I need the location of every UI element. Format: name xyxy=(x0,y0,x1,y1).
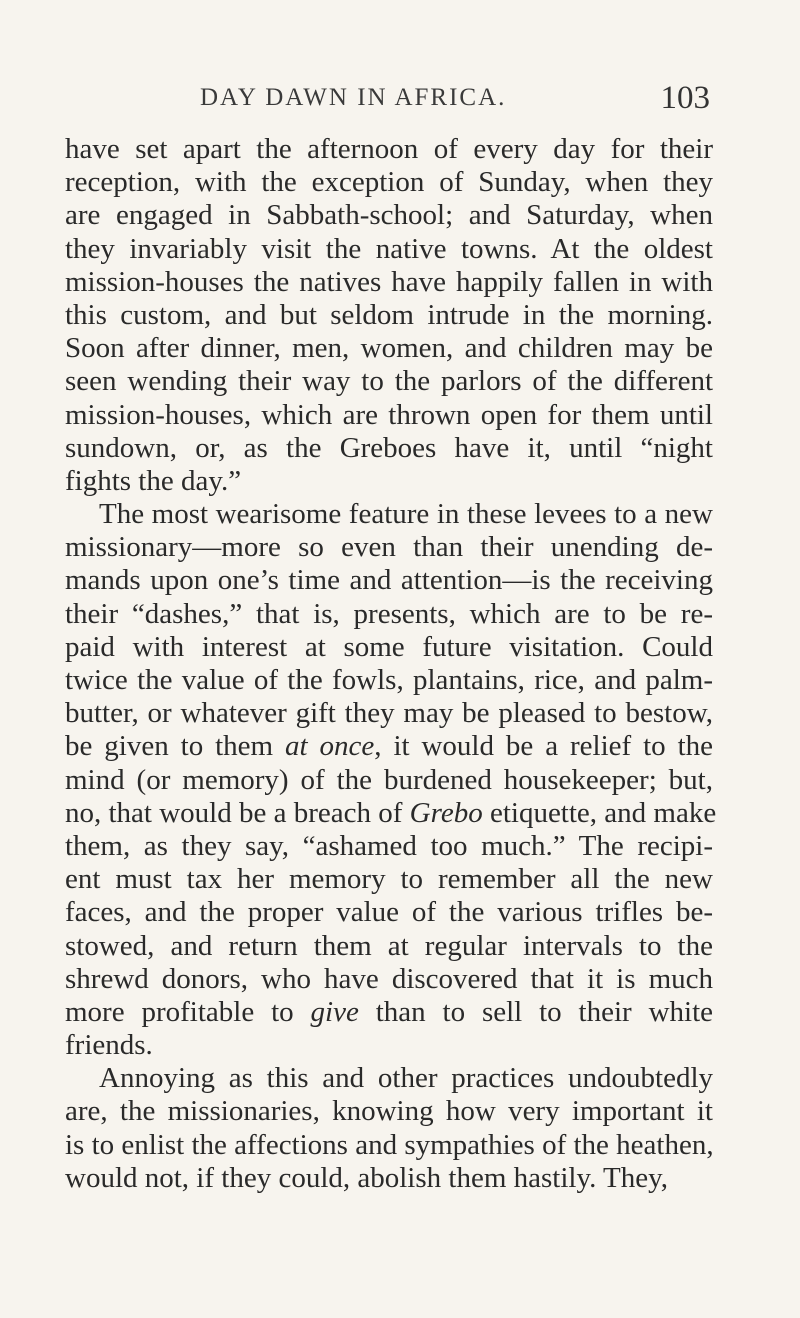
text-run: The most wearisome feature in these levees to a new xyxy=(99,498,713,531)
text-run: are, the missionaries, knowing how very important it xyxy=(65,1095,713,1128)
text-run: fights the day.” xyxy=(65,464,242,497)
text-run: mands upon one’s time and attention—is the receiving xyxy=(65,564,713,597)
text-line xyxy=(65,299,713,332)
running-title: DAY DAWN IN AFRICA. xyxy=(200,84,507,111)
text-run: this custom, and but seldom intrude in the morning. xyxy=(65,298,713,331)
page-number: 103 xyxy=(660,80,710,116)
text-line xyxy=(65,332,713,365)
text-run: shrewd donors, who have discovered that it is much xyxy=(65,962,713,995)
text-line xyxy=(65,1029,713,1062)
text-run: mind (or memory) of the burdened housekeeper; but, xyxy=(65,763,713,796)
text-line xyxy=(65,598,713,631)
text-run: paid with interest at some future visitation. Could xyxy=(65,630,713,663)
text-line xyxy=(65,896,713,929)
text-line xyxy=(65,996,713,1029)
text-line xyxy=(65,930,713,963)
text-run: would not, if they could, abolish them hastily. They, xyxy=(65,1161,669,1194)
text-line xyxy=(65,1129,713,1162)
text-line xyxy=(65,1095,713,1128)
paragraph xyxy=(65,133,713,498)
italic-text: at once xyxy=(285,730,375,763)
text-line xyxy=(65,166,713,199)
text-run: seen wending their way to the parlors of the different xyxy=(65,365,713,398)
text-line xyxy=(65,564,713,597)
text-run: faces, and the proper value of the various trifles be- xyxy=(65,896,713,929)
text-line xyxy=(65,796,717,830)
text-line xyxy=(65,963,713,996)
text-line xyxy=(65,1062,713,1095)
paragraph xyxy=(65,498,717,1062)
text-line xyxy=(65,266,713,299)
text-run: their “dashes,” that is, presents, which are to be re- xyxy=(65,597,713,630)
text-line xyxy=(65,399,713,432)
text-line xyxy=(65,730,713,763)
text-run: than to sell to their white xyxy=(358,995,713,1028)
text-line xyxy=(65,664,713,697)
text-run: Annoying as this and other practices undoubtedly xyxy=(99,1062,713,1095)
text-run: them, as they say, “ashamed too much.” The recipi- xyxy=(65,829,713,862)
text-run: missionary—more so even than their unending de- xyxy=(65,531,713,564)
text-line xyxy=(65,365,713,398)
text-line xyxy=(65,133,713,166)
text-run: no, that would be a breach of xyxy=(65,796,410,829)
text-run: have set apart the afternoon of every day for their xyxy=(65,133,713,165)
text-run: twice the value of the fowls, plantains, rice, and palm- xyxy=(65,664,713,696)
italic-text: give xyxy=(310,995,359,1028)
text-line xyxy=(65,465,713,498)
text-line xyxy=(65,498,713,531)
text-run: is to enlist the affections and sympathies of the heathen, xyxy=(65,1128,714,1161)
text-run: stowed, and return them at regular intervals to the xyxy=(65,929,713,962)
text-run: friends. xyxy=(65,1029,153,1062)
body-text xyxy=(65,133,717,1195)
text-run: butter, or whatever gift they may be pleased to bestow, xyxy=(65,697,713,730)
paragraph xyxy=(65,1062,713,1195)
text-run: mission-houses the natives have happily fallen in with xyxy=(65,265,713,298)
text-line xyxy=(65,233,713,266)
running-head xyxy=(100,80,710,124)
text-run: ent must tax her memory to remember all the new xyxy=(65,863,713,896)
text-run: more profitable to xyxy=(65,995,311,1028)
text-line xyxy=(65,531,713,564)
text-run: Soon after dinner, men, women, and children may be xyxy=(65,332,713,365)
text-run: mission-houses, which are thrown open for them until xyxy=(65,398,713,431)
text-run: are engaged in Sabbath-school; and Saturday, when xyxy=(65,199,713,232)
text-run: etiquette, and make xyxy=(482,796,717,829)
text-line xyxy=(65,199,713,232)
text-line xyxy=(65,764,713,797)
text-line xyxy=(65,697,713,730)
text-run: they invariably visit the native towns. At the oldest xyxy=(65,232,713,265)
text-line xyxy=(65,432,713,465)
text-line xyxy=(65,830,713,863)
text-run: sundown, or, as the Greboes have it, until “night xyxy=(65,431,713,464)
italic-text: Grebo xyxy=(409,796,483,829)
text-run: reception, with the exception of Sunday, when they xyxy=(65,166,713,199)
text-run: , it would be a relief to the xyxy=(374,730,714,763)
text-line xyxy=(65,631,713,664)
text-line xyxy=(65,1162,713,1195)
text-line xyxy=(65,863,713,896)
text-run: be given to them xyxy=(65,730,286,763)
